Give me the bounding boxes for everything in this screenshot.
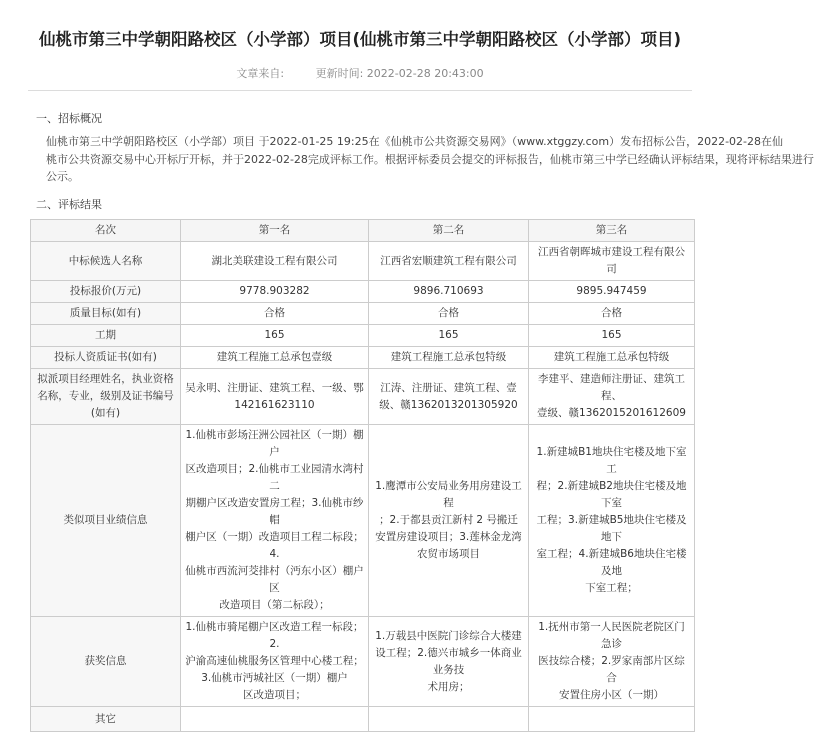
cell-text: 142161623110 [234, 398, 315, 411]
table-cell [369, 369, 529, 425]
header-cell: 第一名 [181, 220, 369, 242]
table-cell [369, 325, 529, 347]
cell-text: 下室工程； [585, 582, 638, 594]
table-row [31, 303, 695, 325]
article-meta [0, 65, 720, 81]
table-cell [369, 303, 529, 325]
table-cell [181, 325, 369, 347]
cell-text: 吴永明、注册证、建筑工程、一级、鄂 [185, 381, 364, 394]
cell-text: 湖北美联建设工程有限公司 [211, 254, 338, 267]
cell-text: 1.抚州市第一人民医院老院区门急诊 [538, 621, 685, 650]
cell-text: 安置房建设项目；3.莲林金龙湾 [375, 531, 522, 543]
cell-text: 3.仙桃市沔城社区（一期）棚户 [201, 672, 348, 684]
cell-text: (如有) [90, 407, 121, 419]
cell-text: 1.万载县中医院门诊综合大楼建 [375, 629, 522, 642]
cell-text: 期棚户区改造安置房工程；3.仙桃市纱帽 [185, 497, 364, 526]
cell-text: 设工程；2.德兴市城乡一体商业业务技 [375, 646, 522, 676]
row-label-cell [31, 369, 181, 425]
table-cell [181, 281, 369, 303]
table-cell [529, 425, 695, 617]
table-cell [529, 347, 695, 369]
cell-text: 室工程；4.新建城B6地块住宅楼及地 [536, 548, 687, 577]
cell-text: 区改造项目；2.仙桃市工业园清水湾村二 [185, 463, 364, 492]
cell-text: 李建平、建造师注册证、建筑工程、 [538, 373, 685, 402]
cell-text: 江涛、注册证、建筑工程、壹 [380, 381, 517, 394]
table-row [31, 369, 695, 425]
cell-text: 165 [601, 329, 622, 341]
table-cell [529, 325, 695, 347]
cell-text: 1.新建城B1地块住宅楼及地下室工 [536, 446, 687, 475]
cell-text: 医技综合楼；2.罗家南部片区综合 [538, 655, 685, 684]
cell-text: 1.仙桃市骑尾棚户区改造工程一标段；2. [185, 621, 364, 650]
cell-text: 农贸市场项目 [417, 548, 480, 560]
table-cell [181, 242, 369, 281]
cell-text: 165 [438, 329, 459, 341]
table-cell [181, 617, 369, 707]
header-cell: 第三名 [529, 220, 695, 242]
table-cell [181, 707, 369, 732]
section-heading-overview: 一、招标概况 [36, 112, 102, 125]
table-cell [369, 281, 529, 303]
cell-text: 工程；3.新建城B5地块住宅楼及地下 [536, 514, 687, 543]
source-label: 文章来自: [236, 67, 285, 80]
cell-text: 1.鹰潭市公安局业务用房建设工程 [375, 480, 522, 509]
cell-text: 名称，专业，级别及证书编号 [37, 390, 174, 402]
cell-text: ；2.于都县贡江新村 2 号搬迁 [379, 514, 518, 526]
row-label-cell [31, 617, 181, 707]
cell-text: 合格 [438, 307, 459, 319]
row-label-cell [31, 303, 181, 325]
table-row [31, 325, 695, 347]
cell-text: 合格 [601, 307, 622, 319]
row-label-cell [31, 347, 181, 369]
title-divider [28, 90, 692, 91]
table-header-row [31, 220, 695, 242]
cell-text: 中标候选人名称 [68, 254, 143, 267]
table-cell [529, 303, 695, 325]
table-cell [529, 369, 695, 425]
row-label-cell [31, 325, 181, 347]
overview-paragraph [46, 133, 814, 186]
cell-text: 合格 [264, 307, 285, 319]
header-cell: 名次 [31, 220, 181, 242]
table-row [31, 707, 695, 732]
cell-text: 改造项目（第二标段）； [219, 599, 330, 611]
results-table [30, 219, 695, 732]
cell-text: 建筑工程施工总承包壹级 [216, 351, 333, 363]
table-row [31, 281, 695, 303]
row-label-cell [31, 425, 181, 617]
table-cell [369, 347, 529, 369]
table-row [31, 425, 695, 617]
section-heading-results: 二、评标结果 [36, 198, 102, 211]
cell-text: 级、赣1362013201305920 [379, 398, 518, 411]
table-cell [529, 617, 695, 707]
row-label-cell [31, 281, 181, 303]
cell-text: 165 [264, 329, 285, 341]
cell-text: 质量目标(如有) [69, 307, 142, 319]
updated-label: 更新时间: [315, 67, 364, 80]
cell-text: 棚户区（一期）改造项目工程二标段；4. [185, 531, 364, 560]
cell-text: 安置住房小区（一期） [559, 689, 664, 701]
table-cell [181, 347, 369, 369]
cell-text: 程；2.新建城B2地块住宅楼及地下室 [536, 480, 687, 509]
cell-text: 9778.903282 [239, 285, 310, 297]
cell-text: 其它 [95, 712, 116, 725]
row-label-cell [31, 707, 181, 732]
table-cell [529, 707, 695, 732]
table-cell [369, 425, 529, 617]
table-cell [369, 242, 529, 281]
cell-text: 江西省朝晖城市建设工程有限公司 [538, 246, 685, 275]
updated-info [316, 67, 484, 80]
article-title: 仙桃市第三中学朝阳路校区（小学部）项目(仙桃市第三中学朝阳路校区（小学部）项目) [38, 30, 682, 49]
table-cell [529, 281, 695, 303]
cell-text: 壹级、赣1362015201612609 [537, 407, 686, 419]
table-row [31, 617, 695, 707]
cell-text: 9895.947459 [576, 285, 647, 297]
cell-text: 建筑工程施工总承包特级 [390, 351, 507, 363]
table-cell [529, 242, 695, 281]
cell-text: 类似项目业绩信息 [63, 514, 148, 526]
table-cell [181, 303, 369, 325]
cell-text: 投标报价(万元) [69, 285, 142, 297]
table-cell [181, 425, 369, 617]
overview-line: 仙桃市第三中学朝阳路校区（小学部）项目 于2022-01-25 19:25在《仙桃市公共资源交易网》（www.xtggzy.com）发布招标公告，2022-02-28在仙 [46, 135, 784, 148]
overview-line: 桃市公共资源交易中心开标厅开标，并于2022-02-28完成评标工作。根据评标委员会提交的评标报告，仙桃市第三中学已经确认评标结果，现将评标结果进行 [46, 152, 814, 166]
cell-text: 区改造项目； [243, 689, 306, 701]
cell-text: 沪渝高速仙桃服务区管理中心楼工程； [185, 655, 364, 667]
cell-text: 拟派项目经理姓名，执业资格 [37, 373, 174, 385]
header-cell: 第二名 [369, 220, 529, 242]
cell-text: 江西省宏顺建筑工程有限公司 [380, 254, 517, 267]
cell-text: 投标人资质证书(如有) [54, 351, 157, 363]
table-cell [369, 617, 529, 707]
cell-text: 9896.710693 [413, 285, 484, 297]
table-cell [369, 707, 529, 732]
table-cell [181, 369, 369, 425]
cell-text: 术用房； [427, 680, 470, 693]
cell-text: 获奖信息 [84, 655, 127, 667]
cell-text: 建筑工程施工总承包特级 [553, 351, 670, 363]
cell-text: 仙桃市西流河茭排村（沔东小区）棚户区 [185, 565, 364, 594]
cell-text: 1.仙桃市彭场汪洲公园社区（一期）棚户 [185, 429, 364, 458]
table-row [31, 347, 695, 369]
table-row [31, 242, 695, 281]
cell-text: 工期 [95, 329, 116, 341]
row-label-cell [31, 242, 181, 281]
updated-time: 2022-02-28 20:43:00 [366, 67, 484, 80]
overview-line: 公示。 [46, 170, 79, 183]
